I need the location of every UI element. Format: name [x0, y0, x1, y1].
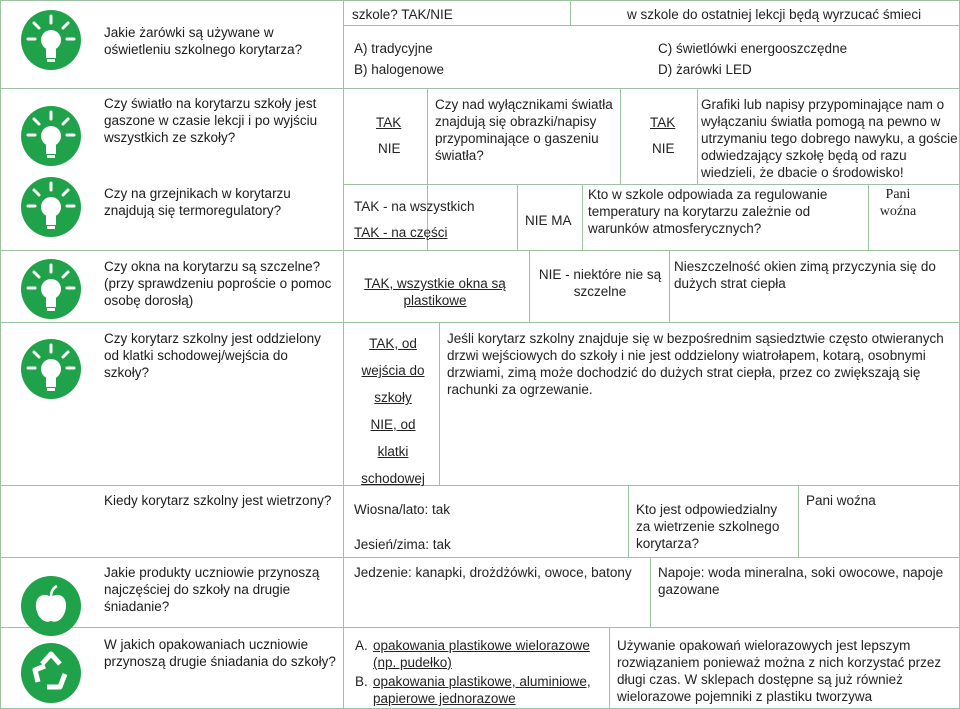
option-c: C) świetlówki energooszczędne	[658, 41, 848, 56]
question-thermoregulators: Czy na grzejnikach w korytarzu znajdują się termoregulatory?	[104, 186, 291, 218]
answer-packaging-b: opakowania plastikowe, aluminiowe, papierowe jednorazowe	[373, 674, 591, 706]
question-corridor-separated: Czy korytarz szkolny jest oddzielony od klatki schodowej/wejścia do szkoły?	[104, 331, 321, 380]
answer-tak: TAK	[376, 115, 402, 130]
option-d: D) żarówki LED	[658, 62, 752, 77]
apple-icon	[20, 575, 82, 637]
answer-tak-some: TAK - na części	[354, 225, 448, 240]
answer-windows-tak: TAK, wszystkie okna są plastikowe	[364, 276, 506, 308]
answer-pani-wozna: Pani woźna	[879, 187, 917, 219]
answer-tak-line-3: szkoły	[374, 390, 412, 405]
answer-separated	[350, 330, 436, 492]
answer-autumn: Jesień/zima: tak	[354, 537, 451, 552]
top-left-fragment: szkole? TAK/NIE	[352, 7, 453, 22]
note-packaging: Używanie opakowań wielorazowych jest lepszym rozwiązaniem ponieważ można z nich korzystać przez długi czas. W sklepach dostępne są już również wielorazowe pojemniki z plastiku tworzywa	[617, 638, 942, 704]
answer-windows-nie: NIE - niektóre nie są szczelne	[538, 267, 662, 299]
answer-spring: Wiosna/lato: tak	[354, 502, 451, 517]
lamp-icon	[20, 338, 82, 400]
answer-nie-line-3: schodowej	[361, 471, 425, 486]
answer-tak-line-1: TAK, od	[369, 336, 417, 351]
lamp-icon	[20, 105, 82, 167]
question-who-temperature: Kto w szkole odpowiada za regulowanie temperatury na korytarzu zależnie od warunków atmosferycznych?	[588, 187, 828, 236]
lamp-icon	[20, 9, 82, 71]
top-right-fragment: w szkole do ostatniej lekcji będą wyrzucać śmieci	[627, 7, 922, 22]
note-separation: Jeśli korytarz szkolny znajduje się w bezpośrednim sąsiedztwie często otwieranych drzwi wejściowych do szkoły i nie jest oddzielony wiatrołapem, kotarą, osobnymi drzwiami, zimą może dochodzić do dużych strat ciepła, przez co zwiększają się rachunki za ogrzewanie.	[447, 331, 944, 397]
question-switch-signs: Czy nad wyłącznikami światła znajdują się obrazki/napisy przypominające o gaszeniu światła?	[435, 97, 613, 163]
answer-tak-all: TAK - na wszystkich	[354, 199, 475, 214]
question-bulbs: Jakie żarówki są używane w oświetleniu szkolnego korytarza?	[104, 25, 303, 57]
note-windows: Nieszczelność okien zimą przyczynia się do dużych strat ciepła	[674, 259, 936, 291]
answer-pani: Pani woźna	[806, 493, 876, 508]
answer-packaging-b-prefix: B.	[355, 674, 368, 689]
answer-tak-2: TAK	[650, 115, 676, 130]
option-a: A) tradycyjne	[354, 41, 433, 56]
lamp-icon	[20, 258, 82, 320]
question-packaging: W jakich opakowaniach uczniowie przynoszą drugie śniadania do szkoły?	[104, 637, 336, 669]
question-who-airs: Kto jest odpowiedzialny za wietrzenie szkolnego korytarza?	[636, 502, 780, 551]
answer-nie: NIE	[378, 141, 401, 156]
answer-food: Jedzenie: kanapki, drożdżówki, owoce, batony	[354, 565, 632, 580]
question-airing: Kiedy korytarz szkolny jest wietrzony?	[104, 493, 332, 508]
answer-nie-line-1: NIE, od	[370, 417, 416, 432]
option-b: B) halogenowe	[354, 62, 445, 77]
answer-tak-line-2: wejścia do	[361, 363, 425, 378]
answer-packaging-a: opakowania plastikowe wielorazowe (np. pudełko)	[373, 638, 590, 670]
answer-nie-ma: NIE MA	[525, 213, 572, 228]
note-signs: Grafiki lub napisy przypominające nam o wyłączaniu światła pomogą na pewno w utrzymaniu tego dobrego nawyku, a goście odwiedzający szkołę będą od razu wiedzieli, że dbacie o środowisko!	[701, 97, 958, 180]
question-breakfast: Jakie produkty uczniowie przynoszą najczęściej do szkoły na drugie śniadanie?	[104, 565, 320, 614]
question-light-off: Czy światło na korytarzu szkoły jest gaszone w czasie lekcji i po wyjściu wszystkich ze szkoły?	[104, 96, 318, 145]
answer-nie-line-2: klatki	[377, 444, 409, 459]
lamp-icon	[20, 176, 82, 238]
answer-nie-2: NIE	[652, 141, 675, 156]
recycle-icon	[20, 642, 82, 704]
answer-packaging-a-prefix: A.	[355, 638, 368, 653]
answer-drinks: Napoje: woda mineralna, soki owocowe, napoje gazowane	[658, 565, 944, 597]
question-windows: Czy okna na korytarzu są szczelne? (przy sprawdzeniu poproście o pomoc osobę dorosłą)	[104, 259, 332, 308]
